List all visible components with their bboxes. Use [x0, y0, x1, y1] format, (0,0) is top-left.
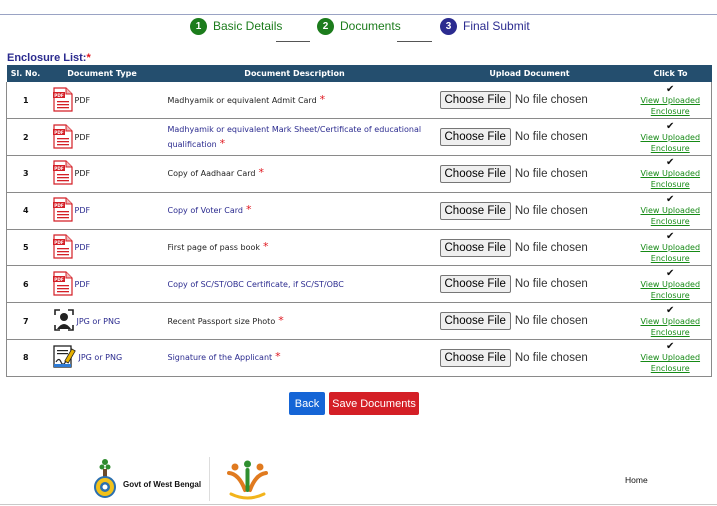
document-type-label: JPG or PNG: [78, 353, 123, 363]
file-input[interactable]: [440, 275, 630, 293]
row-upload-document: [430, 119, 630, 156]
back-button[interactable]: Back: [289, 392, 325, 415]
file-status-text: No file chosen: [514, 94, 588, 107]
table-row: [7, 119, 712, 156]
row-sl-no: 4: [7, 192, 45, 229]
footer-bottom-rule: [0, 504, 717, 505]
file-input[interactable]: [440, 128, 630, 146]
step-number: 3: [440, 18, 457, 35]
table-row: [7, 266, 712, 303]
checkmark-icon: ✔: [666, 304, 675, 316]
file-status-text: No file chosen: [514, 167, 588, 180]
choose-file-button[interactable]: Choose File: [440, 312, 511, 330]
step-documents: [317, 16, 401, 36]
document-type-label: PDF: [74, 206, 91, 216]
document-type-label: JPG or PNG: [76, 316, 121, 326]
document-description-text: Signature of the Applicant: [167, 353, 273, 363]
document-type-label: PDF: [74, 279, 91, 289]
row-click-to: [630, 229, 712, 266]
save-documents-button[interactable]: Save Documents: [329, 392, 419, 415]
document-description-text: Madhyamik or equivalent Mark Sheet/Certificate of educational qualification: [167, 124, 422, 149]
choose-file-button[interactable]: Choose File: [440, 275, 511, 293]
document-type-label: PDF: [74, 169, 91, 179]
view-uploaded-enclosure-link[interactable]: View Uploaded Enclosure: [640, 95, 701, 116]
pdf-icon: [53, 271, 73, 298]
step-number: 1: [190, 18, 207, 35]
document-description-text: First page of pass book: [167, 243, 261, 253]
view-uploaded-enclosure-link[interactable]: View Uploaded Enclosure: [640, 169, 701, 190]
enclosure-list-title: [7, 52, 91, 64]
row-sl-no: 1: [7, 82, 45, 119]
svg-text:PDF: PDF: [53, 166, 64, 172]
choose-file-button[interactable]: Choose File: [440, 165, 511, 183]
view-uploaded-enclosure-link[interactable]: View Uploaded Enclosure: [640, 353, 701, 374]
required-star: *: [258, 166, 264, 180]
row-document-type: [45, 303, 160, 340]
row-click-to: [630, 82, 712, 119]
checkmark-icon: ✔: [666, 83, 675, 95]
row-click-to: [630, 119, 712, 156]
row-document-description: [160, 229, 430, 266]
table-row: [7, 303, 712, 340]
photo-icon: [53, 308, 75, 334]
document-description-text: Copy of Aadhaar Card: [167, 169, 256, 179]
row-sl-no: 3: [7, 156, 45, 193]
choose-file-button[interactable]: Choose File: [440, 202, 511, 220]
step-connector: [397, 41, 432, 42]
table-row: [7, 82, 712, 119]
row-click-to: [630, 192, 712, 229]
checkmark-icon: ✔: [666, 231, 675, 243]
file-status-text: No file chosen: [514, 131, 588, 144]
required-mark: *: [86, 52, 91, 64]
row-document-description: [160, 340, 430, 377]
step-label: Documents: [340, 19, 401, 33]
enclosure-table: [6, 65, 712, 377]
document-description-text: Madhyamik or equivalent Admit Card: [167, 95, 317, 105]
required-star: *: [219, 136, 226, 150]
row-upload-document: [430, 229, 630, 266]
step-label: Final Submit: [463, 19, 530, 33]
file-status-text: No file chosen: [514, 204, 588, 217]
view-uploaded-enclosure-link[interactable]: View Uploaded Enclosure: [640, 316, 701, 337]
step-number: 2: [317, 18, 334, 35]
checkmark-icon: ✔: [666, 120, 675, 132]
table-row: [7, 192, 712, 229]
header-upload-document: Upload Document: [430, 65, 630, 82]
checkmark-icon: ✔: [666, 194, 675, 206]
row-upload-document: [430, 192, 630, 229]
row-document-type: [45, 229, 160, 266]
file-input[interactable]: [440, 165, 630, 183]
progress-stepper: [0, 16, 717, 36]
svg-text:PDF: PDF: [53, 276, 64, 282]
footer: [0, 455, 717, 505]
row-sl-no: 7: [7, 303, 45, 340]
file-input[interactable]: [440, 349, 630, 367]
file-input[interactable]: [440, 239, 630, 257]
row-upload-document: [430, 303, 630, 340]
svg-text:PDF: PDF: [53, 203, 64, 209]
required-star: *: [245, 203, 252, 217]
document-description-text: Copy of Voter Card: [167, 206, 243, 216]
row-document-type: [45, 119, 160, 156]
required-star: *: [278, 313, 284, 327]
pdf-icon: [53, 234, 73, 261]
svg-text:PDF: PDF: [53, 92, 64, 98]
pdf-icon: [53, 124, 73, 151]
footer-divider: [209, 457, 210, 501]
row-document-description: [160, 156, 430, 193]
pdf-icon: [53, 160, 73, 187]
step-final-submit: [440, 16, 530, 36]
choose-file-button[interactable]: Choose File: [440, 128, 511, 146]
header-document-type: Document Type: [45, 65, 160, 82]
row-document-type: [45, 82, 160, 119]
required-star: *: [275, 350, 281, 364]
choose-file-button[interactable]: Choose File: [440, 91, 511, 109]
checkmark-icon: ✔: [666, 157, 675, 169]
file-status-text: No file chosen: [514, 278, 588, 291]
document-type-label: PDF: [74, 132, 91, 142]
row-click-to: [630, 156, 712, 193]
document-type-label: PDF: [74, 243, 91, 253]
scheme-logo-icon: [225, 458, 270, 502]
step-connector: [276, 41, 310, 42]
file-status-text: No file chosen: [514, 315, 588, 328]
pdf-icon: [53, 197, 73, 224]
file-input[interactable]: [440, 202, 630, 220]
row-document-description: [160, 303, 430, 340]
view-uploaded-enclosure-link[interactable]: View Uploaded Enclosure: [640, 243, 701, 264]
row-click-to: [630, 266, 712, 303]
checkmark-icon: ✔: [666, 341, 675, 353]
top-divider: [0, 14, 717, 15]
file-status-text: No file chosen: [514, 241, 588, 254]
pdf-icon: [53, 87, 73, 114]
view-uploaded-enclosure-link[interactable]: View Uploaded Enclosure: [640, 279, 701, 300]
table-row: [7, 156, 712, 193]
govt-name: Govt of West Bengal: [123, 480, 202, 489]
view-uploaded-enclosure-link[interactable]: View Uploaded Enclosure: [640, 132, 701, 153]
row-document-description: [160, 119, 430, 156]
choose-file-button[interactable]: Choose File: [440, 349, 511, 367]
row-document-type: [45, 340, 160, 377]
table-row: [7, 229, 712, 266]
enclosure-title-text: Enclosure List:: [7, 52, 87, 64]
row-click-to: [630, 303, 712, 340]
document-description-text: Copy of SC/ST/OBC Certificate, if SC/ST/OBC: [167, 279, 344, 289]
govt-emblem-icon: [93, 458, 117, 498]
svg-text:PDF: PDF: [53, 239, 64, 245]
row-upload-document: [430, 82, 630, 119]
row-document-description: [160, 82, 430, 119]
row-document-type: [45, 156, 160, 193]
row-document-description: [160, 266, 430, 303]
svg-text:PDF: PDF: [53, 129, 64, 135]
row-sl-no: 8: [7, 340, 45, 377]
table-row: [7, 340, 712, 377]
row-document-type: [45, 192, 160, 229]
signature-icon: [53, 344, 77, 371]
checkmark-icon: ✔: [666, 267, 675, 279]
row-upload-document: [430, 340, 630, 377]
row-sl-no: 2: [7, 119, 45, 156]
required-star: *: [263, 240, 269, 254]
choose-file-button[interactable]: Choose File: [440, 239, 511, 257]
row-sl-no: 5: [7, 229, 45, 266]
file-status-text: No file chosen: [514, 351, 588, 364]
step-label: Basic Details: [213, 19, 283, 33]
home-link[interactable]: Home: [625, 475, 648, 485]
file-input[interactable]: [440, 91, 630, 109]
document-type-label: PDF: [74, 95, 91, 105]
row-document-type: [45, 266, 160, 303]
step-basic-details: [190, 16, 282, 36]
header-sl-no: Sl. No.: [7, 65, 45, 82]
row-sl-no: 6: [7, 266, 45, 303]
header-document-description: Document Description: [160, 65, 430, 82]
row-upload-document: [430, 156, 630, 193]
file-input[interactable]: [440, 312, 630, 330]
required-star: *: [319, 92, 326, 106]
row-upload-document: [430, 266, 630, 303]
view-uploaded-enclosure-link[interactable]: View Uploaded Enclosure: [640, 206, 701, 227]
row-document-description: [160, 192, 430, 229]
document-description-text: Recent Passport size Photo: [167, 316, 276, 326]
header-click-to: Click To: [630, 65, 712, 82]
form-actions: [289, 392, 419, 415]
table-header-row: [7, 65, 712, 82]
row-click-to: [630, 340, 712, 377]
